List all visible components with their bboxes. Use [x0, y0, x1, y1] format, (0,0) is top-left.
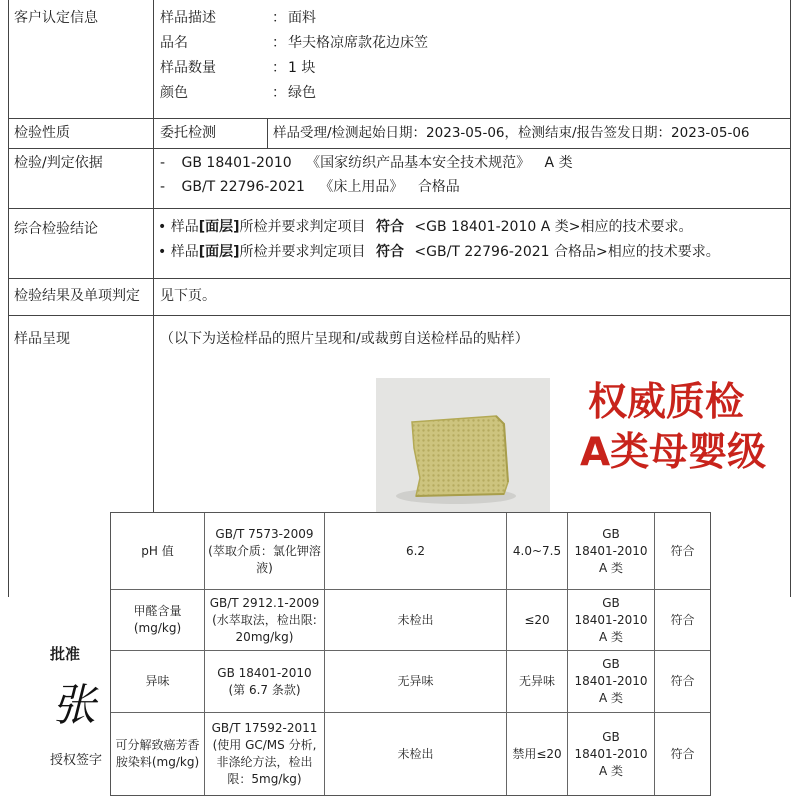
nature-label: 检验性质 [14, 125, 70, 141]
auth-signature-label: 授权签字 [50, 753, 103, 768]
dash: - [160, 155, 166, 171]
test-item: 异味 [145, 674, 170, 688]
test-standard: GB 18401-2010 A 类 [574, 526, 648, 575]
conclusion-label: 综合检验结论 [14, 221, 98, 237]
basis-label: 检验/判定依据 [14, 155, 103, 171]
basis-grade: 合格品 [417, 179, 460, 195]
test-result: 无异味 [397, 674, 434, 688]
customer-info-label: 客户认定信息 [14, 10, 98, 26]
conclusion-pre: 样品 [170, 244, 199, 260]
bullet: • [158, 219, 167, 235]
sample-photo [376, 378, 550, 514]
colon: ： [272, 60, 286, 76]
table-border-right [790, 0, 791, 597]
presentation-label: 样品呈现 [14, 331, 70, 347]
table-divider-nature [267, 118, 268, 148]
test-standard: GB 18401-2010 A 类 [574, 657, 648, 705]
layer-tag: [面层] [198, 219, 240, 235]
test-standard: GB 18401-2010 A 类 [574, 595, 648, 644]
table-border-left [8, 0, 9, 597]
conclusion-line-2 [158, 243, 720, 261]
basis-line-2 [160, 178, 460, 196]
test-result: 未检出 [397, 746, 434, 761]
row-line [8, 118, 791, 119]
test-item: 可分解致癌芳香 胺染料(mg/kg) [115, 738, 200, 769]
test-result: 6.2 [405, 543, 426, 558]
verdict: 符合 [375, 244, 404, 260]
test-limit: 4.0~7.5 [512, 543, 562, 558]
nature-value: 委托检测 [160, 125, 216, 141]
approve-label: 批准 [50, 645, 81, 663]
color-value: 绿色 [288, 85, 316, 101]
test-judgement: 符合 [670, 746, 695, 761]
test-judgement: 符合 [670, 612, 695, 627]
conclusion-post: <GB 18401-2010 A 类>相应的技术要求。 [414, 219, 693, 235]
conclusion-mid: 所检并要求判定项目 [239, 244, 366, 260]
basis-standard: GB 18401-2010 [181, 155, 292, 171]
sample-qty-key: 样品数量 [160, 60, 216, 76]
test-result: 未检出 [397, 612, 434, 627]
basis-grade: A 类 [544, 155, 573, 171]
product-name-value: 华夫格凉席款花边床笠 [288, 35, 428, 51]
test-limit: 无异味 [518, 674, 555, 688]
test-limit: ≤20 [524, 612, 550, 627]
conclusion-post: <GB/T 22796-2021 合格品>相应的技术要求。 [414, 244, 720, 260]
test-standard: GB 18401-2010 A 类 [574, 729, 648, 778]
basis-title: 《床上用品》 [319, 179, 404, 195]
row-line [8, 148, 791, 149]
sample-qty-value: 1 块 [288, 60, 316, 76]
row-line [8, 315, 791, 316]
test-item: 甲醛含量 (mg/kg) [133, 604, 182, 635]
row-line [8, 278, 791, 279]
layer-tag: [面层] [198, 244, 240, 260]
dates-text: 样品受理/检测起始日期：2023-05-06，检测结束/报告签发日期：2023-05-06 [273, 125, 750, 141]
results-label: 检验结果及单项判定 [14, 288, 140, 304]
table-divider-label [153, 0, 154, 597]
fabric-swatch-image [376, 378, 550, 514]
promo-line-1: 权威质检 [588, 380, 745, 425]
colon: ： [272, 85, 286, 101]
sample-desc-key: 样品描述 [160, 10, 216, 26]
conclusion-mid: 所检并要求判定项目 [239, 219, 366, 235]
test-method: GB 18401-2010 (第 6.7 条款) [217, 665, 312, 697]
presentation-note: （以下为送检样品的照片呈现和/或裁剪自送检样品的贴样） [160, 331, 529, 347]
results-value: 见下页。 [160, 288, 216, 304]
basis-title: 《国家纺织产品基本安全技术规范》 [306, 155, 531, 171]
product-name-key: 品名 [160, 35, 188, 51]
promo-line-2: A类母婴级 [580, 430, 767, 475]
conclusion-line-1 [158, 218, 692, 236]
test-results-table [110, 512, 711, 796]
test-limit: 禁用≤20 [512, 746, 562, 761]
sample-desc-value: 面料 [288, 10, 316, 26]
test-method: GB/T 2912.1-2009 (水萃取法，检出限: 20mg/kg) [209, 595, 320, 644]
test-judgement: 符合 [670, 543, 695, 558]
verdict: 符合 [375, 219, 404, 235]
bullet: • [158, 244, 167, 260]
dash: - [160, 179, 166, 195]
signature: 张 [52, 680, 96, 731]
conclusion-pre: 样品 [170, 219, 199, 235]
colon: ： [272, 10, 286, 26]
row-line [8, 208, 791, 209]
test-item: pH 值 [141, 543, 174, 558]
colon: ： [272, 35, 286, 51]
basis-standard: GB/T 22796-2021 [181, 179, 305, 195]
test-method: GB/T 7573-2009 (萃取介质：氯化钾溶 液) [208, 526, 321, 575]
test-judgement: 符合 [670, 674, 695, 688]
test-method: GB/T 17592-2011 (使用 GC/MS 分析, 非涤纶方法，检出 限：5mg/kg) [211, 721, 318, 786]
basis-line-1 [160, 154, 573, 172]
color-key: 颜色 [160, 85, 188, 101]
